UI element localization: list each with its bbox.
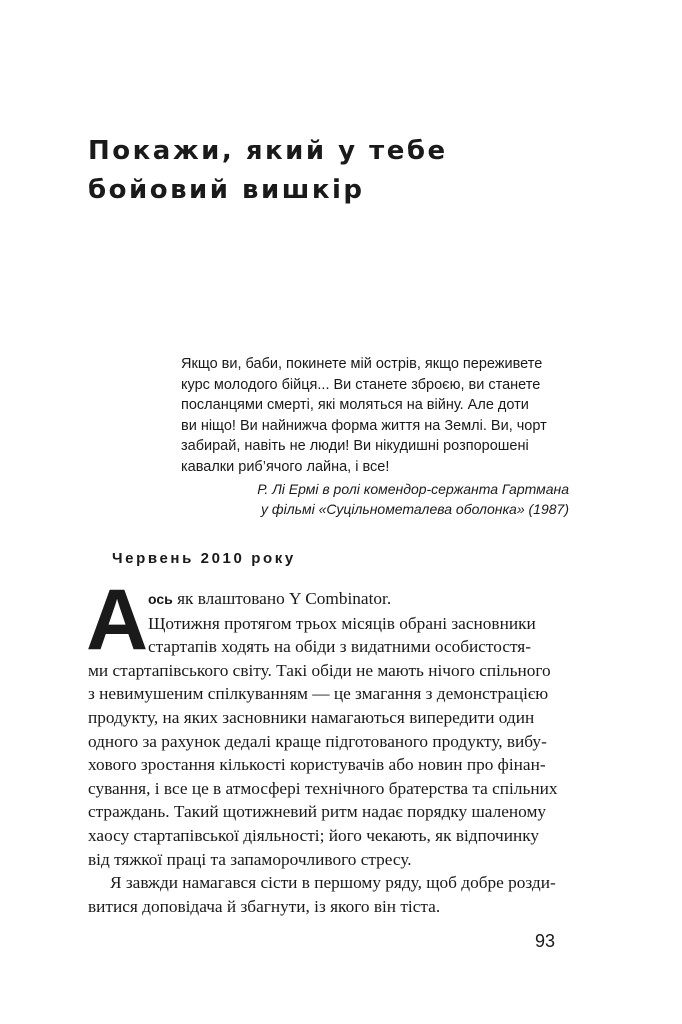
epigraph-line: ви ніщо! Ви найнижча форма життя на Землі. Ви, чорт: [181, 417, 547, 434]
body-line: страждань. Такий щотижневий ритм надає порядку шаленому: [88, 802, 547, 822]
epigraph-line: Якщо ви, баби, покинете мій острів, якщо переживете: [181, 356, 543, 372]
chapter-title-line: Покажи, який у тебе: [88, 136, 448, 166]
attribution-line: у фільмі «Суцільнометалева оболонка» (1987): [261, 501, 569, 517]
drop-cap: А: [86, 572, 149, 668]
body-line: стартапів ходять на обіди з видатними особистостя-: [148, 637, 532, 657]
body-line: хового зростання кількості користувачів або новин про фінан-: [88, 755, 546, 775]
body-line: Я завжди намагався сісти в першому ряду, щоб добре розди-: [110, 873, 556, 893]
epigraph-attribution: [181, 479, 569, 519]
epigraph-line: посланцями смерті, які моляться на війну. Але доти: [181, 397, 529, 414]
section-heading: Червень 2010 року: [112, 550, 296, 567]
body-line: сування, і все це в атмосфері технічного братерства та спільних: [88, 778, 558, 798]
body-line: хаосу стартапівської діяльності; його чекають, як відпочинку: [88, 825, 539, 845]
epigraph-line: забирай, навіть не люди! Ви нікудишні розпорошені: [181, 438, 529, 455]
chapter-title-line: бойовий вишкір: [88, 175, 365, 205]
epigraph-line: кавалки риб’ячого лайна, і все!: [181, 458, 390, 475]
page-number: 93: [535, 931, 556, 951]
body-line: Щотижня протягом трьох місяців обрані засновники: [148, 613, 536, 633]
body-line: витися доповідача й збагнути, із якого він тіста.: [88, 896, 441, 916]
body-line: з невимушеним спілкуванням — це змагання з демонстрацією: [88, 684, 549, 704]
body-line: продукту, на яких засновники намагаються випередити один: [88, 707, 535, 727]
epigraph-quote: [181, 354, 581, 478]
attribution-line: Р. Лі Ермі в ролі комендор-сержанта Гартмана: [257, 481, 569, 497]
body-line: одного за рахунок дедалі краще підготованого продукту, вибу-: [88, 731, 547, 751]
body-text: [88, 587, 588, 918]
body-line: від тяжкої праці та запаморочливого стресу.: [88, 849, 412, 869]
epigraph-line: курс молодого бійця... Ви станете зброєю, ви станете: [181, 376, 541, 393]
chapter-title: [88, 132, 608, 210]
first-word: ось: [148, 591, 173, 607]
first-line-rest: як влаштовано Y Combinator.: [172, 589, 392, 608]
body-line: [88, 587, 588, 612]
body-line: ми стартапівського світу. Такі обіди не мають нічого спільного: [88, 660, 551, 680]
